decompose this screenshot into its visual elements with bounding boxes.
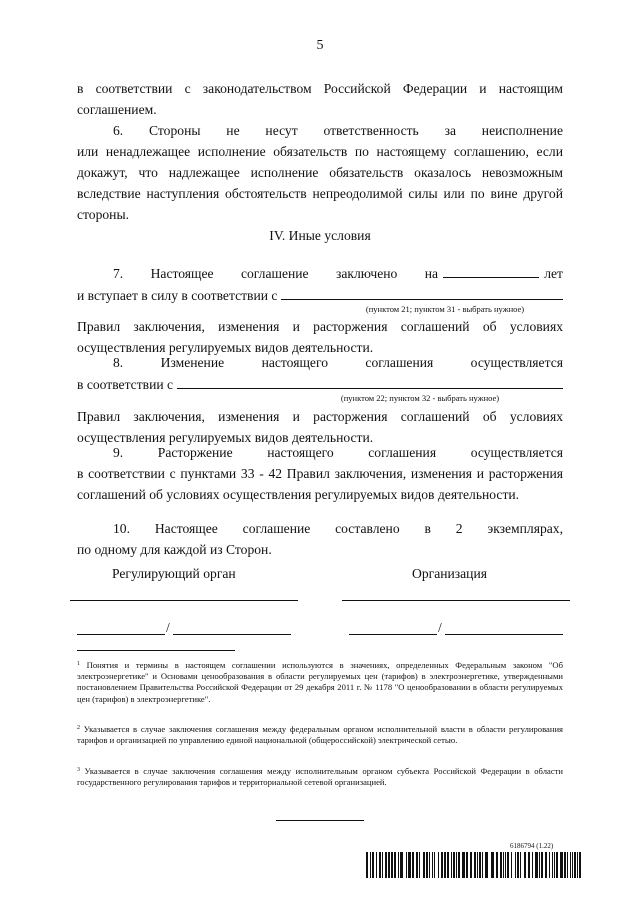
paragraph-7 <box>77 262 563 314</box>
barcode-bar <box>477 852 478 878</box>
barcode-bar <box>532 852 533 878</box>
barcode-bar <box>447 852 449 878</box>
paragraph-7-line-2-text: и вступает в силу в соответствии с <box>77 288 278 303</box>
footnote-3-text: Указывается в случае заключения соглашения между исполнительным органом субъекта Российской Федерации в области государственного регулирования тарифов и территориальной сетевой организацией. <box>77 766 563 788</box>
barcode-bar <box>419 852 420 878</box>
barcode-bar <box>579 852 581 878</box>
bottom-separator <box>276 820 364 821</box>
page-number: 5 <box>316 38 324 53</box>
footnote-2 <box>77 724 563 746</box>
name-line-regulator[interactable] <box>173 634 291 635</box>
paragraph-8-line-2 <box>77 373 563 395</box>
amendment-clause-field[interactable] <box>177 373 563 389</box>
barcode-bar <box>426 852 428 878</box>
barcode-bar <box>474 852 476 878</box>
barcode-bar <box>482 852 483 878</box>
barcode-bar <box>567 852 568 878</box>
paragraph-10-line-1: 10. Настоящее соглашение составлено в 2 экземплярах, <box>113 521 563 536</box>
barcode-bar <box>507 852 509 878</box>
document-code: 6186794 (1.22) <box>510 842 554 850</box>
barcode-icon <box>366 852 582 878</box>
signature-label-organization: Организация <box>412 566 487 581</box>
barcode-bar <box>549 852 550 878</box>
continuation-line-2: соглашением. <box>77 102 157 117</box>
paragraph-6 <box>77 120 563 225</box>
barcode-bar <box>412 852 414 878</box>
barcode-bar <box>400 852 403 878</box>
barcode-bar <box>441 852 443 878</box>
barcode-bar <box>485 852 488 878</box>
barcode-bar <box>379 852 381 878</box>
paragraph-7-hint: (пунктом 21; пунктом 31 - выбрать нужное) <box>365 304 525 314</box>
paragraph-9 <box>77 442 563 505</box>
signature-line-organization[interactable] <box>342 600 570 601</box>
barcode-bar <box>376 852 377 878</box>
signature-label-regulator: Регулирующий орган <box>112 566 236 581</box>
barcode-bar <box>511 852 512 878</box>
barcode-bar <box>372 852 374 878</box>
paragraph-6-line-1: 6. Стороны не несут ответственность за неисполнение <box>113 123 563 138</box>
paragraph-7-line-1 <box>77 262 563 284</box>
barcode-bar <box>382 852 383 878</box>
barcode-bar <box>554 852 555 878</box>
paragraph-9-line-1: 9. Расторжение настоящего соглашения осуществляется <box>113 445 563 460</box>
paragraph-7-body: Правил заключения, изменения и расторжения соглашений об условиях осуществления регулируемых видов деятельности. <box>77 319 563 355</box>
barcode-bar <box>556 852 558 878</box>
footnote-3 <box>77 766 563 788</box>
barcode-bar <box>394 852 396 878</box>
term-years-field[interactable] <box>443 262 539 278</box>
barcode-bar <box>408 852 411 878</box>
barcode-bar <box>406 852 407 878</box>
barcode-bar <box>515 852 516 878</box>
paragraph-8 <box>77 352 563 403</box>
initials-line-regulator[interactable] <box>77 634 165 635</box>
footnote-2-marker: 2 <box>77 725 80 731</box>
signature-line-regulator[interactable] <box>70 600 298 601</box>
barcode-bar <box>462 852 465 878</box>
barcode-bar <box>366 852 368 878</box>
barcode-bar <box>517 852 519 878</box>
footnote-separator <box>77 650 235 651</box>
barcode-bar <box>479 852 481 878</box>
paragraph-7-tail: лет <box>544 266 563 281</box>
paragraph-7-lead: 7. Настоящее соглашение заключено на <box>113 266 439 281</box>
paragraph-6-body: или ненадлежащее исполнение обязательств по настоящему соглашению, если докажут, что надлежащее исполнение обязательств оказалось невозможным вследствие наступления обстоятельств непреодолимой силы или по вине другой стороны. <box>77 144 563 222</box>
continuation-paragraph <box>77 78 563 120</box>
barcode-bar <box>466 852 468 878</box>
paragraph-8-line-1: 8. Изменение настоящего соглашения осуществляется <box>113 355 563 370</box>
barcode-bar <box>564 852 566 878</box>
barcode-bar <box>453 852 455 878</box>
barcode-bar <box>541 852 543 878</box>
barcode-bar <box>398 852 399 878</box>
paragraph-8-hint: (пунктом 22; пунктом 32 - выбрать нужное) <box>340 393 500 403</box>
barcode-bar <box>572 852 573 878</box>
barcode-bar <box>503 852 504 878</box>
barcode-bar <box>458 852 460 878</box>
barcode-bar <box>552 852 553 878</box>
barcode-bar <box>370 852 371 878</box>
barcode-bar <box>444 852 446 878</box>
barcode-bar <box>438 852 439 878</box>
initials-line-organization[interactable] <box>349 634 437 635</box>
footnote-1 <box>77 660 563 705</box>
barcode-bar <box>535 852 538 878</box>
barcode-bar <box>434 852 435 878</box>
barcode-bar <box>574 852 576 878</box>
section-title: IV. Иные условия <box>269 228 371 243</box>
continuation-line-1: в соответствии с законодательством Российской Федерации и настоящим <box>77 81 563 96</box>
barcode-bar <box>456 852 457 878</box>
paragraph-10 <box>77 518 563 560</box>
barcode-bar <box>528 852 530 878</box>
paragraph-7-line-2 <box>77 284 563 306</box>
barcode-bar <box>391 852 393 878</box>
barcode-bar <box>423 852 425 878</box>
footnote-2-text: Указывается в случае заключения соглашения между федеральным органом исполнительной власти в области регулирования тарифов и организацией по управлению единой национальной (общероссийской) электрической сетью. <box>77 724 563 746</box>
footnote-1-marker: 1 <box>77 661 80 667</box>
slash-regulator: / <box>166 620 170 635</box>
footnote-1-text: Понятия и термины в настоящем соглашении используются в значениях, определенных Федеральным законом "Об электроэнергетике" и Основами ценообразования в области регулируемых цен (тарифов) в электроэнергетике, утвержденными постановлением Правительства Российской Федерации от 29 декабря 2011 г. № 1178 "О ценообразовании в области регулируемых цен (тарифов) в электроэнергетике". <box>77 660 563 704</box>
barcode-bar <box>545 852 547 878</box>
effective-clause-field[interactable] <box>281 284 563 300</box>
barcode-bar <box>491 852 494 878</box>
name-line-organization[interactable] <box>445 634 563 635</box>
barcode-bar <box>432 852 433 878</box>
barcode-bar <box>416 852 418 878</box>
barcode-bar <box>500 852 502 878</box>
barcode-bar <box>429 852 430 878</box>
barcode-bar <box>470 852 472 878</box>
barcode-bar <box>451 852 452 878</box>
paragraph-9-body: в соответствии с пунктами 33 - 42 Правил заключения, изменения и расторжения соглашений об условиях осуществления регулируемых видов деятельности. <box>77 466 563 502</box>
paragraph-10-line-2: по одному для каждой из Сторон. <box>77 542 272 557</box>
paragraph-8-line-2-text: в соответствии с <box>77 377 174 392</box>
paragraph-8-body: Правил заключения, изменения и расторжения соглашений об условиях осуществления регулируемых видов деятельности. <box>77 409 563 445</box>
barcode-bar <box>524 852 526 878</box>
footnote-3-marker: 3 <box>77 767 80 773</box>
barcode-bar <box>570 852 571 878</box>
barcode-bar <box>539 852 540 878</box>
barcode-bar <box>560 852 563 878</box>
barcode-bar <box>385 852 387 878</box>
barcode-bar <box>496 852 498 878</box>
slash-organization: / <box>438 620 442 635</box>
barcode-bar <box>505 852 506 878</box>
barcode-bar <box>388 852 390 878</box>
barcode-bar <box>520 852 521 878</box>
barcode-bar <box>577 852 578 878</box>
